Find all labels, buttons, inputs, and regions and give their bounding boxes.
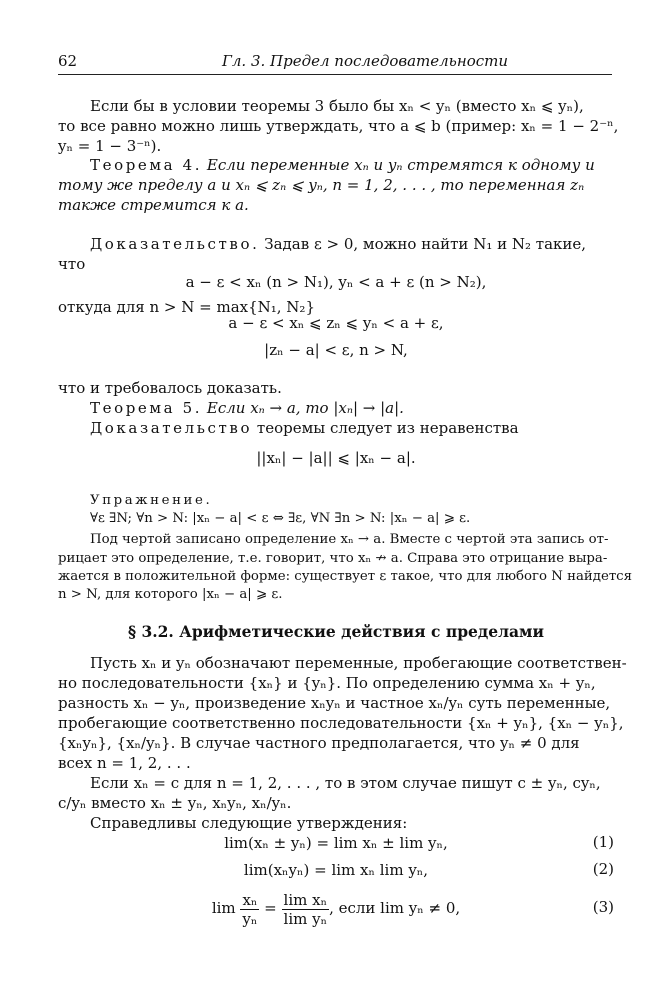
page-header <box>58 48 612 75</box>
equation-3: lim $\frac{\text{xₙ}}{\text{yₙ}}$ = $\frac{\text{lim xₙ}}{\text{lim yₙ}}$ , если lim yₙ ≠ 0, <box>211 890 461 928</box>
text-line: то все равно можно лишь утверждать, что a ⩽ b (пример: xₙ = 1 − 2⁻ⁿ, <box>58 117 619 135</box>
text-line: Справедливы следующие утверждения: <box>90 814 408 832</box>
text-line: yₙ = 1 − 3⁻ⁿ). <box>58 137 162 155</box>
exercise-formula: ∀ε ∃N; ∀n > N: |xₙ − a| < ε ⇔ ∃ε, ∀N ∃n > N: |xₙ − a| ⩾ ε. <box>90 511 471 526</box>
fraction: $\frac{\text{lim xₙ}}{\text{lim yₙ}}$ <box>283 890 328 928</box>
equation-number: (1) <box>592 833 614 851</box>
equation-number: (3) <box>592 898 614 916</box>
theorem-4: Теорема 4. Если переменные xₙ и yₙ стремятся к одному и <box>90 156 595 174</box>
text-line: что <box>58 255 86 273</box>
equation-number: (2) <box>592 860 614 878</box>
text-line: Под чертой записано определение xₙ → a. Вместе с чертой эта запись от- <box>90 532 609 547</box>
section-title: § 3.2. Арифметические действия с пределами <box>127 622 545 641</box>
text-line: всех n = 1, 2, . . . <box>58 754 191 772</box>
text-line: тому же пределу a и xₙ ⩽ zₙ ⩽ yₙ, n = 1, 2, . . . , то переменная zₙ <box>58 176 585 194</box>
formula: a − ε < xₙ ⩽ zₙ ⩽ yₙ < a + ε, <box>228 314 444 332</box>
text-line: что и требовалось доказать. <box>58 379 282 397</box>
text-line: откуда для n > N = max{N₁, N₂} <box>58 298 315 316</box>
theorem-5: Теорема 5. Если xₙ → a, то |xₙ| → |a|. <box>90 399 404 417</box>
exercise-label: Упражнение. <box>90 493 213 508</box>
formula: a − ε < xₙ (n > N₁), yₙ < a + ε (n > N₂), <box>185 273 487 291</box>
running-title: Гл. 3. Предел последовательности <box>221 52 509 70</box>
text-line: Если xₙ = c для n = 1, 2, . . . , то в этом случае пишут c ± yₙ, cyₙ, <box>90 774 601 792</box>
equation-1: lim(xₙ ± yₙ) = lim xₙ ± lim yₙ, <box>224 834 448 852</box>
text-line: Пусть xₙ и yₙ обозначают переменные, пробегающие соответствен- <box>90 654 627 672</box>
text-line: также стремится к a. <box>58 196 249 214</box>
text-line: разность xₙ − yₙ, произведение xₙyₙ и частное xₙ/yₙ суть переменные, <box>58 694 611 712</box>
formula: |zₙ − a| < ε, n > N, <box>264 341 408 359</box>
page-number: 62 <box>58 52 78 70</box>
formula: ||xₙ| − |a|| ⩽ |xₙ − a|. <box>256 449 416 467</box>
fraction: $\frac{\text{xₙ}}{\text{yₙ}}$ <box>242 890 258 928</box>
text-line: рицает это определение, т.е. говорит, что xₙ ↛ a. Справа это отрицание выра- <box>58 551 608 566</box>
text-line: жается в положительной форме: существует ε такое, что для любого N найдется <box>58 569 633 584</box>
text-line: пробегающие соответственно последовательности {xₙ + yₙ}, {xₙ − yₙ}, <box>58 714 624 732</box>
text-line: c/yₙ вместо xₙ ± yₙ, xₙyₙ, xₙ/yₙ. <box>58 794 292 812</box>
text-line: {xₙyₙ}, {xₙ/yₙ}. В случае частного предполагается, что yₙ ≠ 0 для <box>58 734 580 752</box>
text-line: но последовательности {xₙ} и {yₙ}. По определению сумма xₙ + yₙ, <box>58 674 596 692</box>
proof-line: Доказательство. Задав ε > 0, можно найти N₁ и N₂ такие, <box>90 235 587 253</box>
equation-2: lim(xₙyₙ) = lim xₙ lim yₙ, <box>243 861 429 879</box>
text-line: n > N, для которого |xₙ − a| ⩾ ε. <box>58 587 283 602</box>
text-line: Если бы в условии теоремы 3 было бы xₙ < yₙ (вместо xₙ ⩽ yₙ), <box>90 97 584 115</box>
proof-line: Доказательство теоремы следует из неравенства <box>90 419 519 437</box>
